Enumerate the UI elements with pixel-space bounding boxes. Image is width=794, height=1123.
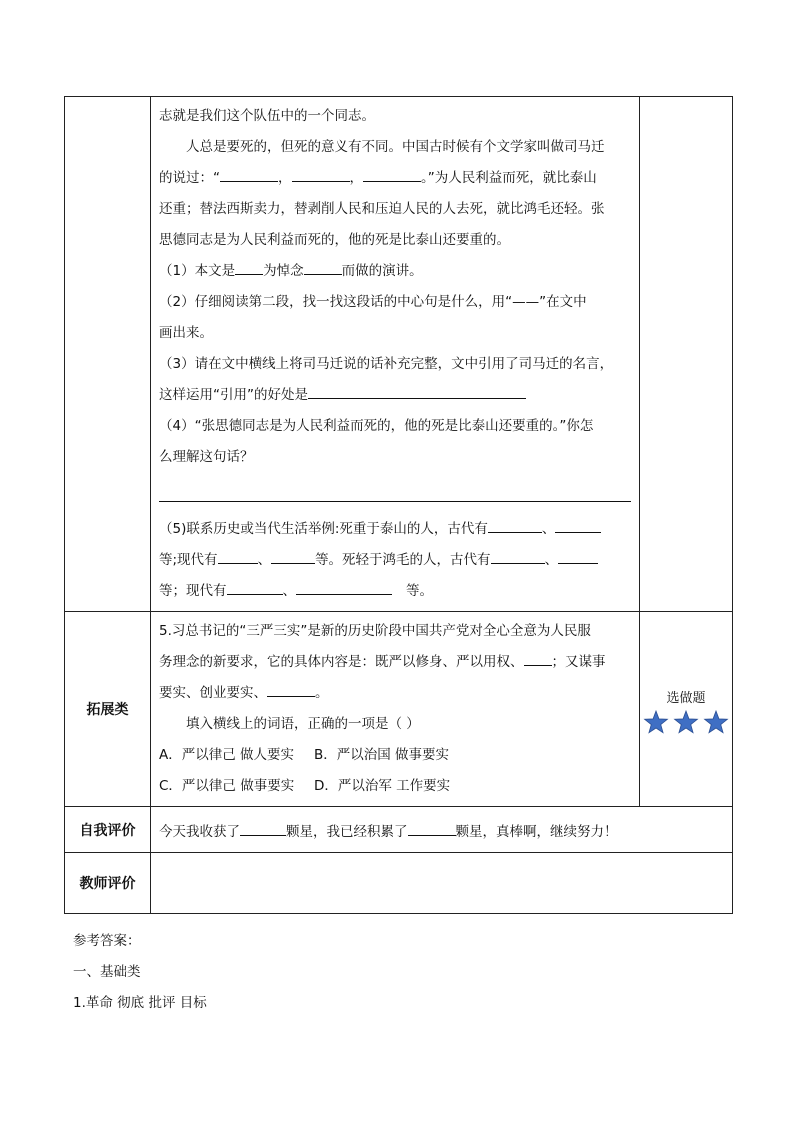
- q5-blank-6[interactable]: [558, 550, 598, 564]
- teacher-eval-label: 教师评价: [65, 853, 151, 914]
- extension-difficulty-cell: [640, 612, 733, 807]
- reading-line-5: 思德同志是为人民利益而死的，他的死是比泰山还要重的。: [159, 232, 510, 248]
- q1-blank-2[interactable]: [304, 261, 342, 275]
- option-d[interactable]: D．严以治军 工作要实: [314, 778, 451, 794]
- reading-line-2: 人总是要死的，但死的意义有不同。中国古时候有个文学家叫做司马迁: [186, 139, 605, 155]
- difficulty-label: 选做题: [666, 690, 706, 706]
- extension-row: [65, 612, 733, 807]
- teacher-eval-content[interactable]: [151, 853, 733, 914]
- question-5-line-2: 等;现代有 、 等。死轻于鸿毛的人，古代有 、: [159, 545, 631, 576]
- ext-blank-2[interactable]: [267, 683, 315, 697]
- extension-line-2: 务理念的新要求，它的具体内容是：既严以修身、严以用权、 ；又谋事: [159, 654, 606, 670]
- extension-line-1: 5.习总书记的“三严三实”是新的历史阶段中国共产党对全心全意为人民服: [159, 623, 591, 639]
- self-eval-label: 自我评价: [65, 807, 151, 853]
- reading-line-1: 志就是我们这个队伍中的一个同志。: [159, 108, 375, 124]
- question-4-line-1: （4）“张思德同志是为人民利益而死的，他的死是比泰山还要重的。”你怎: [159, 418, 594, 434]
- q3-answer-blank[interactable]: [308, 385, 526, 399]
- answer-key: [73, 926, 207, 1019]
- quote-blank-1[interactable]: [220, 168, 278, 182]
- q5-blank-1[interactable]: [488, 519, 542, 533]
- question-2-line-1: （2）仔细阅读第二段，找一找这段话的中心句是什么，用“——”在文中: [159, 294, 587, 310]
- reading-line-3: 的说过：“ ， ， 。”为人民利益而死，就比泰山: [159, 170, 597, 186]
- q5-blank-3[interactable]: [218, 550, 258, 564]
- star-icon: [645, 711, 668, 733]
- option-c[interactable]: C．严以律己 做事要实: [159, 778, 295, 794]
- extension-line-3: 要实、创业要实、 。: [159, 685, 329, 701]
- worksheet-table: [64, 96, 733, 914]
- question-1: （1）本文是 为悼念 而做的演讲。: [159, 263, 423, 279]
- question-5-line-3: 等；现代有 、 等。: [159, 583, 433, 599]
- q5-blank-2[interactable]: [555, 519, 601, 533]
- question-3-line-2: 这样运用“引用”的好处是: [159, 380, 631, 411]
- answer-title: 参考答案：: [73, 933, 141, 949]
- star-icon: [675, 711, 698, 733]
- q5-blank-7[interactable]: [227, 581, 283, 595]
- self-eval-row: [65, 807, 733, 853]
- question-2-line-2: 画出来。: [159, 325, 213, 341]
- three-star-icons: [640, 708, 732, 738]
- reading-difficulty-cell: [640, 97, 733, 612]
- extension-label: 拓展类: [65, 612, 151, 807]
- star-icon: [705, 711, 728, 733]
- q4-answer-line[interactable]: [159, 481, 631, 502]
- quote-blank-2[interactable]: [292, 168, 350, 182]
- extension-content-cell: [151, 612, 640, 807]
- self-eval-blank-1[interactable]: [240, 822, 286, 836]
- ext-blank-1[interactable]: [524, 652, 552, 666]
- option-a[interactable]: A．严以律己 做人要实: [159, 747, 295, 763]
- question-5-line-1: （5)联系历史或当代生活举例:死重于泰山的人，古代有 、: [159, 514, 631, 545]
- self-eval-blank-2[interactable]: [408, 822, 456, 836]
- q5-blank-8[interactable]: [296, 581, 392, 595]
- extension-options-row-1: [159, 740, 631, 771]
- extension-line-4: 填入横线上的词语，正确的一项是（ ）: [186, 716, 420, 732]
- answer-section-heading: 一、基础类: [73, 964, 141, 980]
- answer-item-1: 1.革命 彻底 批评 目标: [73, 995, 207, 1011]
- q5-blank-5[interactable]: [491, 550, 545, 564]
- quote-blank-3[interactable]: [363, 168, 421, 182]
- q5-blank-4[interactable]: [271, 550, 315, 564]
- question-3-line-1: （3）请在文中横线上将司马迁说的话补充完整，文中引用了司马迁的名言，: [159, 356, 614, 372]
- question-4-line-2: 么理解这句话？: [159, 449, 254, 465]
- reading-content-cell: [151, 97, 640, 612]
- reading-row: [65, 97, 733, 612]
- teacher-eval-row: [65, 853, 733, 914]
- extension-options-row-2: [159, 771, 631, 802]
- self-eval-content: 今天我收获了 颗星，我已经积累了 颗星，真棒啊，继续努力！: [151, 807, 733, 853]
- reading-label-cell: [65, 97, 151, 612]
- reading-line-4: 还重；替法西斯卖力，替剥削人民和压迫人民的人去死，就比鸿毛还轻。张: [159, 201, 605, 217]
- q1-blank-1[interactable]: [235, 261, 263, 275]
- option-b[interactable]: B．严以治国 做事要实: [314, 747, 450, 763]
